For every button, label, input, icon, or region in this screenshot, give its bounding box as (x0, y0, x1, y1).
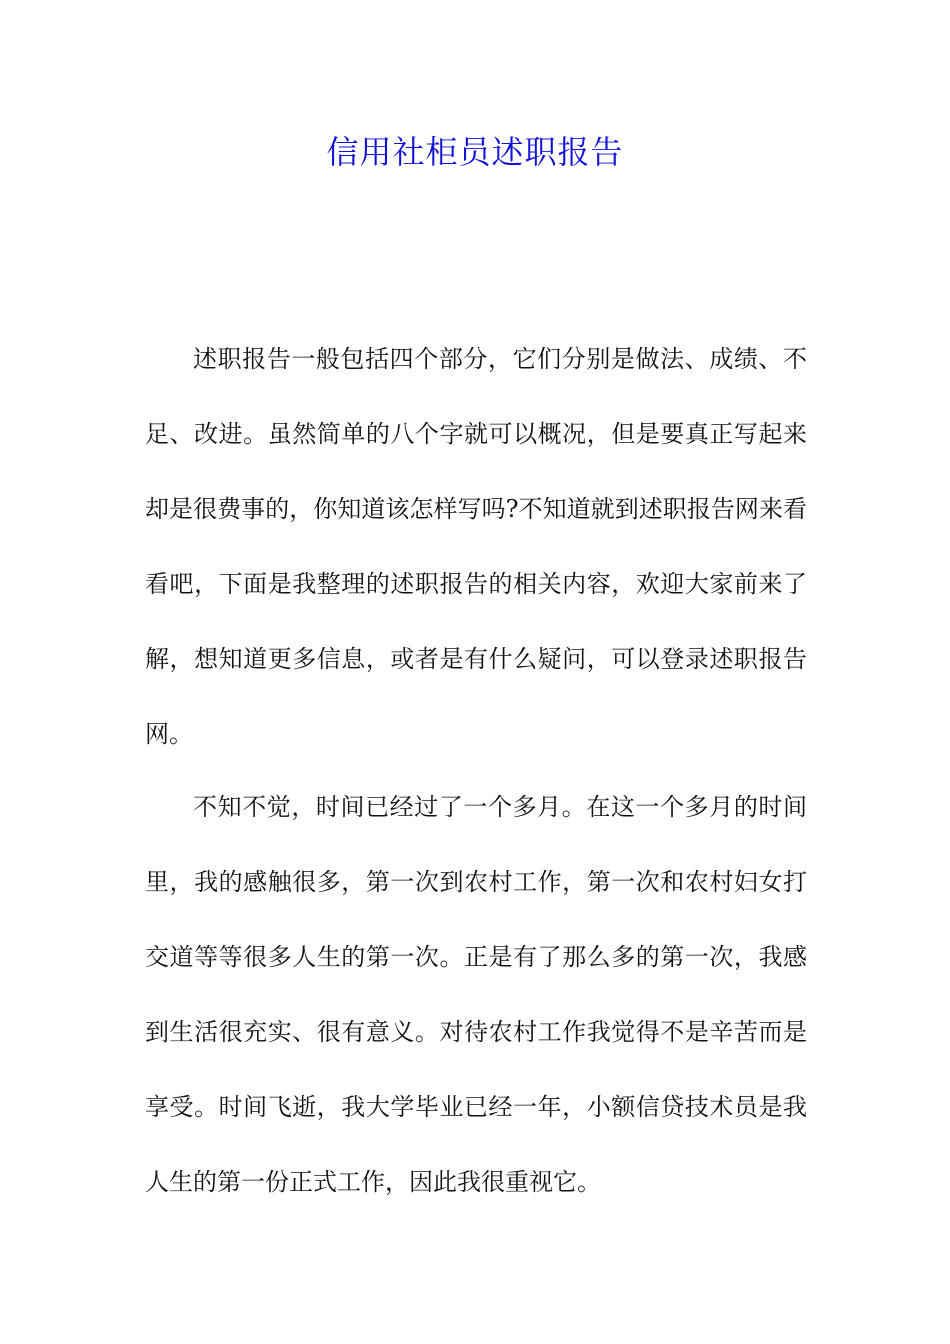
text-line: 人生的第一份正式工作，因此我很重视它。 (145, 1168, 601, 1196)
text-line: 里，我的感触很多，第一次到农村工作，第一次和农村妇女打 (145, 868, 807, 896)
text-line: 看吧，下面是我整理的述职报告的相关内容，欢迎大家前来了 (145, 570, 807, 598)
text-line: 足、改进。虽然简单的八个字就可以概况，但是要真正写起来 (145, 420, 807, 448)
text-line: 到生活很充实、很有意义。对待农村工作我觉得不是辛苦而是 (145, 1018, 807, 1046)
document-title: 信用社柜员述职报告 (326, 133, 624, 171)
text-line: 却是很费事的，你知道该怎样写吗?不知道就到述职报告网来看 (145, 495, 807, 523)
text-line: 享受。时间飞逝，我大学毕业已经一年，小额信贷技术员是我 (145, 1093, 807, 1121)
text-line: 交道等等很多人生的第一次。正是有了那么多的第一次，我感 (145, 943, 807, 971)
text-line: 解，想知道更多信息，或者是有什么疑问，可以登录述职报告 (145, 645, 807, 673)
text-line: 不知不觉，时间已经过了一个多月。在这一个多月的时间 (193, 793, 807, 821)
paragraph-intro (145, 340, 807, 790)
paragraph-experience (145, 788, 807, 1238)
text-line: 网。 (145, 720, 193, 748)
text-line: 述职报告一般包括四个部分，它们分别是做法、成绩、不 (193, 345, 807, 373)
